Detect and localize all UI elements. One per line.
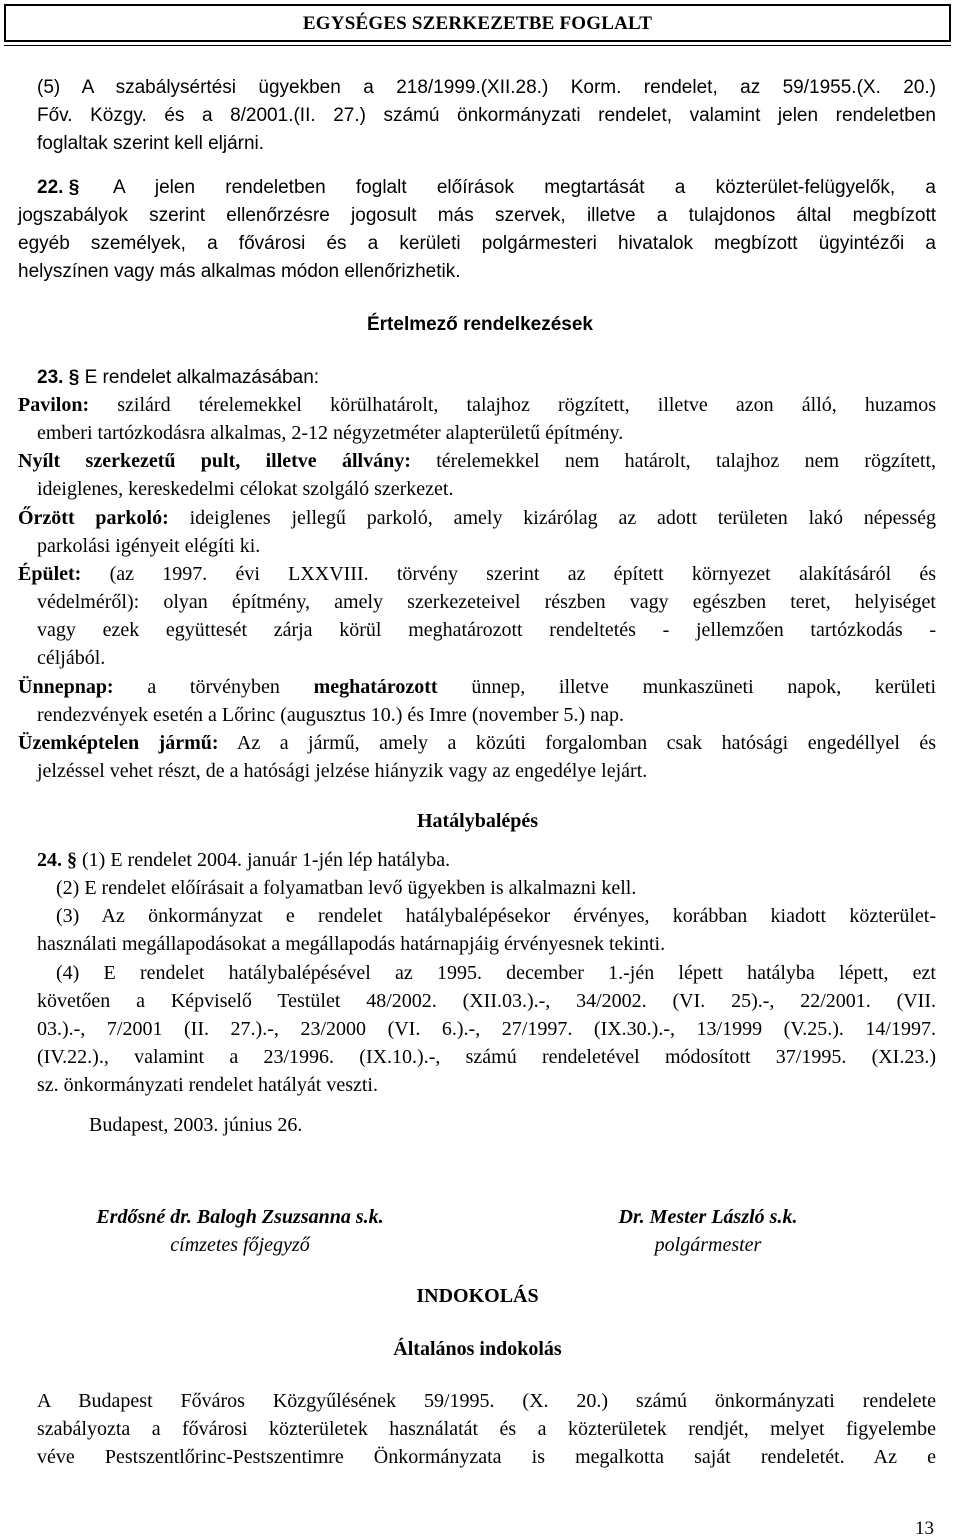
p5-line-1: (5) A szabálysértési ügyekben a 218/1999.(XII.28.) Korm. rendelet, az 59/1955.(X. 20.): [37, 77, 936, 98]
s22-line-2: jogszabályok szerint ellenőrzésre jogosult más szervek, illetve a tulajdonos által megbízott: [18, 205, 936, 226]
s24-p4-line-5: sz. önkormányzati rendelet hatályát veszti.: [37, 1074, 378, 1096]
signature-left-title: címzetes főjegyző: [170, 1234, 310, 1256]
s22-line-4: helyszínen vagy más alkalmas módon ellenőrizhetik.: [18, 261, 461, 282]
signature-right-name: Dr. Mester László s.k.: [618, 1206, 798, 1228]
s24-p4-line-4: (IV.22.)., valamint a 23/1996. (IX.10.).-, számú rendeletével módosított 37/1995. (XI.23.): [37, 1046, 936, 1068]
indoklas-line-1: A Budapest Főváros Közgyűlésének 59/1995. (X. 20.) számú önkormányzati rendelete: [37, 1390, 936, 1412]
indoklas-line-3: véve Pestszentlőrinc-Pestszentimre Önkormányzata is megalkotta saját rendeletét. Az e: [37, 1446, 936, 1468]
date-line: Budapest, 2003. június 26.: [89, 1114, 303, 1136]
s24-p4-line-1: (4) E rendelet hatálybalépésével az 1995. december 1.-jén lépett hatályba lépett, ezt: [56, 962, 936, 984]
def-pavilon-line-1: Pavilon: szilárd térelemekkel körülhatárolt, talajhoz rögzített, illetve azon álló, huzamos: [18, 394, 936, 416]
section-23-heading: [37, 367, 319, 389]
header-rule: [4, 45, 951, 46]
heading-altalanos: Általános indokolás: [393, 1338, 562, 1360]
paragraph-sign: §: [68, 367, 80, 388]
def-term: Ünnepnap:: [18, 676, 114, 698]
heading-hatalyba: Hatálybalépés: [416, 810, 539, 832]
signature-left-name: Erdősné dr. Balogh Zsuzsanna s.k.: [96, 1206, 384, 1228]
s24-p4-line-2: követően a Képviselő Testület 48/2002. (XII.03.).-, 34/2002. (VI. 25).-, 22/2001. (VII.: [37, 990, 936, 1012]
def-nyilt-line-2: ideiglenes, kereskedelmi célokat szolgáló szerkezet.: [37, 478, 454, 500]
def-nyilt-line-1: Nyílt szerkezetű pult, illetve állvány: térelemekkel nem határolt, talajhoz nem rögzített,: [18, 450, 936, 472]
def-uzem-line-2: jelzéssel vehet részt, de a hatósági jelzése hiányzik vagy az engedélye lejárt.: [37, 760, 648, 782]
header-title: EGYSÉGES SZERKEZETBE FOGLALT: [302, 13, 653, 34]
s24-p4-line-3: 03.).-, 7/2001 (II. 27.).-, 23/2000 (VI. 6.).-, 27/1997. (IX.30.).-, 13/1999 (V.25.). 14/1997.: [37, 1018, 936, 1040]
paragraph-sign: §: [67, 849, 77, 871]
signature-right-title: polgármester: [654, 1234, 762, 1256]
s22-line-1: A jelen rendeletben foglalt előírások megtartását a közterület-felügyelők, a: [113, 177, 936, 198]
header-box: [4, 4, 951, 42]
heading-ertelmezo: Értelmező rendelkezések: [366, 314, 593, 335]
def-term: Üzemképtelen jármű:: [18, 732, 219, 754]
s24-p3-line-1: (3) Az önkormányzat e rendelet hatálybalépésekor érvényes, korábban kiadott közterület-: [56, 905, 936, 927]
def-term: Pavilon:: [18, 394, 90, 416]
indoklas-line-2: szabályozta a fővárosi közterületek használatát és a közterületek rendjét, melyet figyelembe: [37, 1418, 936, 1440]
def-orzott-line-1: Őrzött parkoló: ideiglenes jellegű parkoló, amely kizárólag az adott területen lakó népesség: [18, 507, 937, 529]
p5-line-2: Főv. Közgy. és a 8/2001.(II. 27.) számú önkormányzati rendelet, valamint jelen rendeletben: [37, 105, 936, 126]
s24-p3-line-2: használati megállapodásokat a megállapodás határnapjáig érvényesnek tekinti.: [37, 933, 666, 955]
def-epulet-line-4: céljából.: [37, 647, 106, 669]
def-uzem-line-1: Üzemképtelen jármű: Az a jármű, amely a közúti forgalomban csak hatósági engedéllyel és: [18, 732, 937, 754]
def-unnep-line-2: rendezvények esetén a Lőrinc (augusztus 10.) és Imre (november 5.) nap.: [37, 704, 624, 726]
def-pavilon-line-2: emberi tartózkodásra alkalmas, 2-12 négyzetméter alapterületű építmény.: [37, 422, 624, 444]
paragraph-sign: §: [68, 177, 80, 198]
def-unnep-line-1: Ünnepnap: a törvényben meghatározott ünnep, illetve munkaszüneti napok, kerületi: [18, 676, 937, 698]
def-epulet-line-1: Épület: (az 1997. évi LXXVIII. törvény szerint az épített környezet alakításáról és: [18, 563, 937, 585]
def-orzott-line-2: parkolási igényeit elégíti ki.: [37, 535, 261, 557]
section-23-intro: E rendelet alkalmazásában:: [84, 367, 320, 388]
s22-line-3: egyéb személyek, a fővárosi és a kerületi polgármesteri hivatalok megbízott ügyintézői a: [18, 233, 936, 254]
def-epulet-line-3: vagy ezek együttesét zárja körül meghatározott rendeltetés - jellemzően tartózkodás -: [37, 619, 936, 641]
section-number: 22.: [37, 177, 64, 198]
page-number: 13: [915, 1518, 934, 1539]
def-epulet-line-2: védelméről): olyan építmény, amely szerkezeteivel részben vagy egészben teret, helyiséget: [37, 591, 936, 613]
section-number: 24.: [37, 849, 62, 871]
def-term: Épület:: [18, 563, 82, 585]
section-number: 23.: [37, 367, 64, 388]
section-24-line-1: 24. § (1) E rendelet 2004. január 1-jén lép hatályba.: [37, 849, 451, 871]
s24-p2: (2) E rendelet előírásait a folyamatban levő ügyekben is alkalmazni kell.: [56, 877, 637, 899]
def-term: Őrzött parkoló:: [18, 507, 169, 529]
def-term: Nyílt szerkezetű pult, illetve állvány:: [18, 450, 411, 472]
section-22-heading: [37, 177, 79, 199]
heading-indoklas: INDOKOLÁS: [416, 1285, 539, 1307]
p5-line-3: foglaltak szerint kell eljárni.: [37, 133, 265, 154]
